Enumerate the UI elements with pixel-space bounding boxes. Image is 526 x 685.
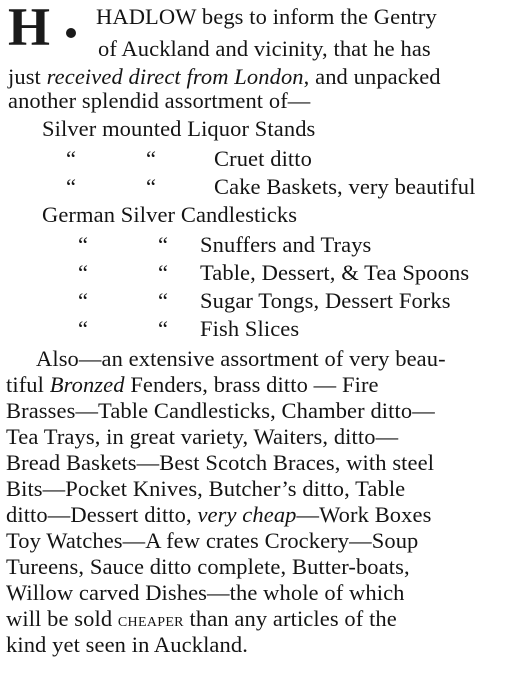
- ditto-mark: “: [158, 260, 169, 285]
- body-line-8: Toy Watches—A few crates Crockery—Soup: [6, 528, 419, 553]
- ditto-mark: “: [158, 232, 169, 257]
- body-line-3: Brasses—Table Candlesticks, Chamber ditto—: [6, 398, 435, 423]
- ditto-row-sugar-tongs: [78, 288, 451, 314]
- body-line-7-italic: very cheap: [197, 502, 297, 527]
- bullet-mark: [66, 28, 76, 38]
- body-line-5: Bread Baskets—Best Scotch Braces, with steel: [6, 450, 435, 475]
- body-line-7-a: ditto—Dessert ditto,: [6, 502, 198, 527]
- body-line-1: Also—an extensive assortment of very beau-: [36, 346, 446, 371]
- ditto-mark: “: [66, 146, 77, 171]
- ditto-mark: “: [78, 260, 89, 285]
- intro-line-3-c: , and unpacked: [303, 64, 441, 89]
- intro-line-3-a: just: [8, 64, 47, 89]
- body-line-4: Tea Trays, in great variety, Waiters, ditto—: [6, 424, 399, 449]
- ditto-row-cake-baskets: [66, 174, 475, 200]
- ditto-mark: “: [78, 316, 89, 341]
- intro-line-4: another splendid assortment of—: [8, 88, 311, 113]
- item-silver-liquor-stands: Silver mounted Liquor Stands: [42, 116, 316, 141]
- body-line-2-c: Fenders, brass ditto — Fire: [124, 372, 379, 397]
- ditto-row-snuffers: [78, 232, 371, 258]
- intro-line-3-italic: received direct from London: [46, 64, 304, 89]
- item-snuffers-trays: Snuffers and Trays: [200, 232, 372, 257]
- ditto-row-spoons: [78, 260, 469, 286]
- intro-line-3: [8, 64, 441, 90]
- item-cruet: Cruet ditto: [214, 146, 312, 171]
- ditto-mark: “: [146, 146, 157, 171]
- body-line-11-smallcaps: CHEAPER: [117, 615, 184, 630]
- body-line-10: Willow carved Dishes—the whole of which: [6, 580, 405, 605]
- body-line-6: Bits—Pocket Knives, Butcher’s ditto, Table: [6, 476, 406, 501]
- intro-line-2: of Auckland and vicinity, that he has: [98, 36, 431, 61]
- body-line-2-italic: Bronzed: [49, 372, 125, 397]
- ditto-mark: “: [146, 174, 157, 199]
- item-german-silver-candlesticks: German Silver Candlesticks: [42, 202, 298, 227]
- body-line-11-c: than any articles of the: [183, 606, 397, 631]
- body-line-9: Tureens, Sauce ditto complete, Butter-boats,: [6, 554, 410, 579]
- drop-cap-initial: H: [8, 0, 51, 57]
- body-line-11-a: will be sold: [6, 606, 118, 631]
- ditto-mark: “: [158, 316, 169, 341]
- body-line-2: [6, 372, 379, 398]
- item-sugar-tongs: Sugar Tongs, Dessert Forks: [200, 288, 451, 313]
- intro-line-1: HADLOW begs to inform the Gentry: [96, 4, 437, 29]
- ditto-mark: “: [78, 232, 89, 257]
- ditto-row-fish-slices: [78, 316, 299, 342]
- body-line-7-c: —Work Boxes: [296, 502, 432, 527]
- ditto-mark: “: [66, 174, 77, 199]
- body-line-7: [6, 502, 431, 528]
- ditto-row-cruet: [66, 146, 312, 172]
- item-spoons: Table, Dessert, & Tea Spoons: [200, 260, 470, 285]
- body-line-2-a: tiful: [6, 372, 50, 397]
- ditto-mark: “: [78, 288, 89, 313]
- body-line-12: kind yet seen in Auckland.: [6, 632, 248, 657]
- ditto-mark: “: [158, 288, 169, 313]
- item-fish-slices: Fish Slices: [200, 316, 300, 341]
- item-cake-baskets: Cake Baskets, very beautiful: [214, 174, 476, 199]
